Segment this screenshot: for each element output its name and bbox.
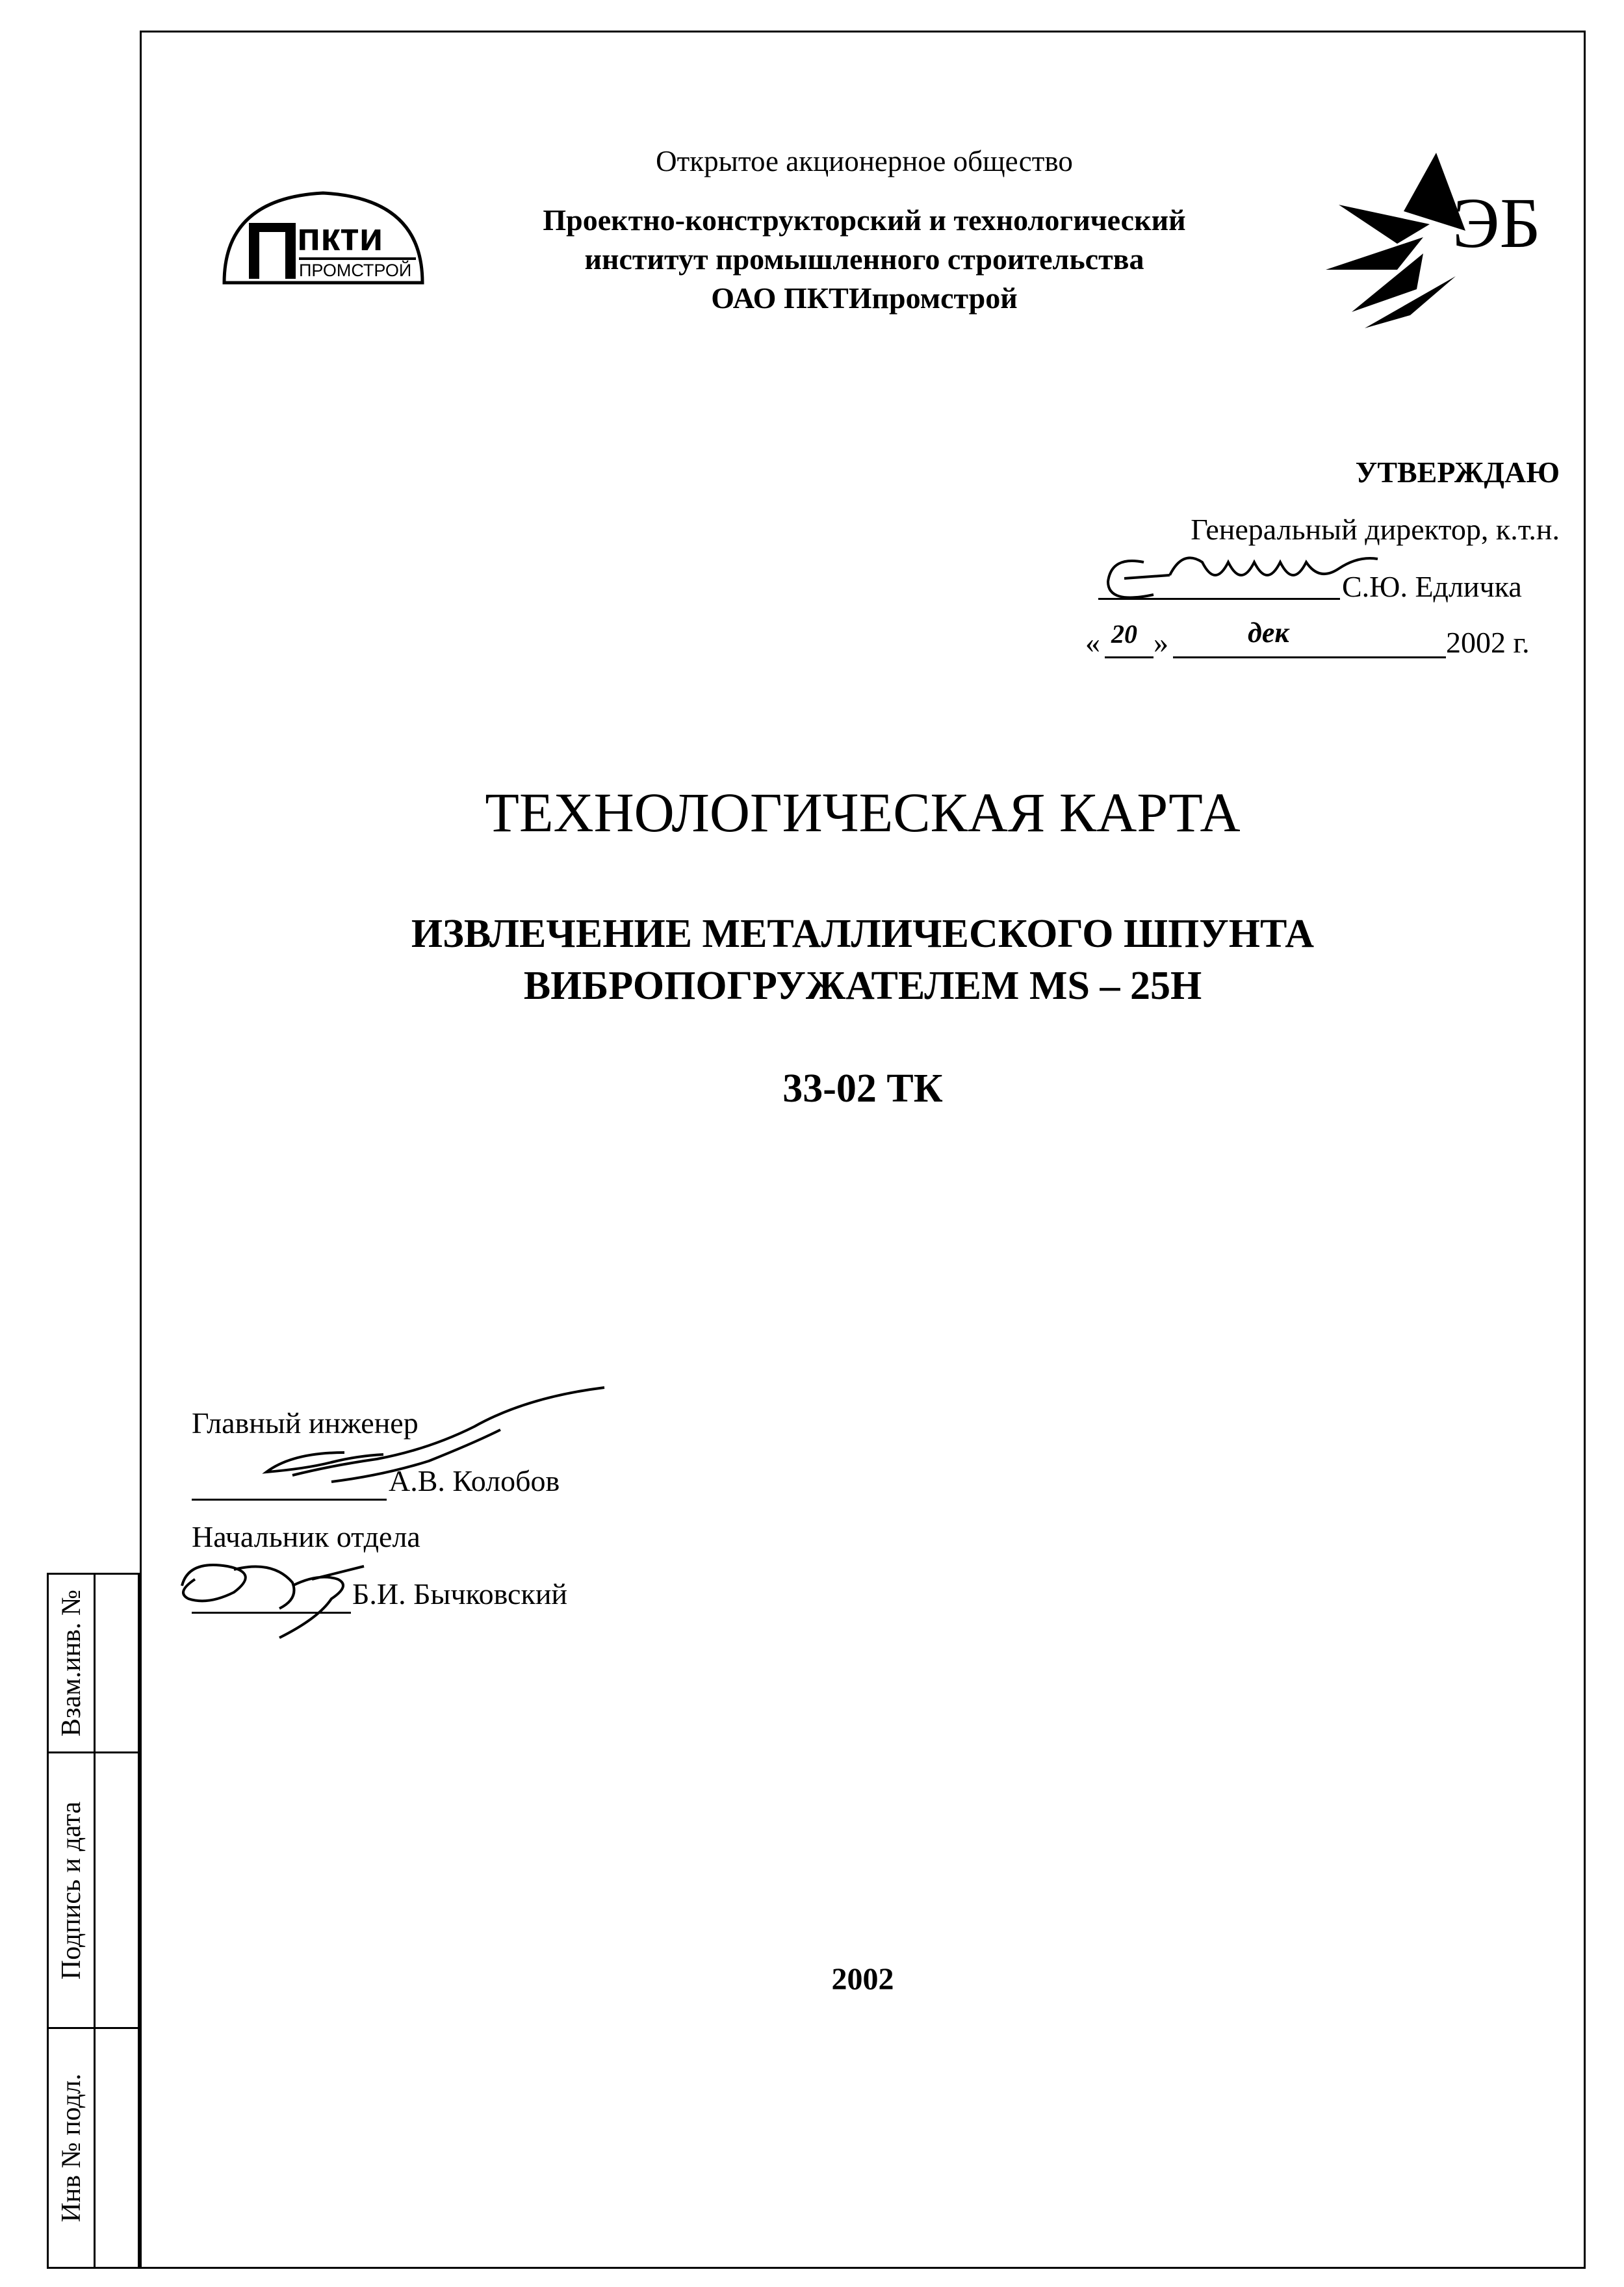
signatory-name-1: А.В. Колобов	[389, 1464, 560, 1497]
stamp-zam-inv-label: Взам.инв. №	[56, 1589, 86, 1737]
chief-engineer-signature-line	[192, 1499, 387, 1501]
pkti-promstroy-logo	[218, 185, 429, 289]
date-open-quote: «	[1085, 626, 1100, 659]
approval-position: Генеральный директор, к.т.н.	[1191, 513, 1560, 546]
stamp-inv-podl-label: Инв № подл.	[56, 2073, 86, 2223]
date-day: 20	[1111, 619, 1137, 649]
star-emblem-logo	[1326, 140, 1547, 328]
stamp-sign-date	[47, 1751, 140, 2029]
date-month-line	[1173, 656, 1446, 658]
approval-name: С.Ю. Едличка	[1342, 570, 1522, 603]
logo-promstroy-text: ПРОМСТРОЙ	[299, 261, 412, 280]
org-line2: институт промышленного строительства	[584, 242, 1144, 276]
signatory-name-2: Б.И. Бычковский	[352, 1577, 568, 1610]
date-day-line	[1105, 656, 1154, 658]
date-year: 2002 г.	[1446, 626, 1530, 659]
approval-title: УТВЕРЖДАЮ	[1355, 456, 1560, 489]
stamp-inv-podl	[47, 2027, 140, 2269]
department-head-signature-line	[192, 1612, 351, 1614]
org-short: ОАО ПКТИпромстрой	[711, 281, 1018, 315]
document-type: ТЕХНОЛОГИЧЕСКАЯ КАРТА	[485, 781, 1241, 844]
page-frame	[140, 31, 1586, 2269]
logo-pkti-text: пкти	[297, 215, 383, 259]
star-logo-letters: ЭБ	[1452, 183, 1541, 263]
document-title-line1: ИЗВЛЕЧЕНИЕ МЕТАЛЛИЧЕСКОГО ШПУНТА	[411, 912, 1315, 956]
signatory-position-1: Главный инженер	[192, 1406, 419, 1440]
document-code: 33-02 ТК	[782, 1066, 943, 1111]
document-year: 2002	[831, 1962, 894, 1996]
stamp-sign-date-label: Подпись и дата	[56, 1801, 86, 1980]
org-line1: Проектно-конструкторский и технологический	[543, 203, 1186, 237]
stamp-zam-inv	[47, 1573, 140, 1753]
date-month: дек	[1248, 617, 1289, 649]
date-close-quote: »	[1154, 626, 1168, 659]
org-type: Открытое акционерное общество	[656, 145, 1073, 177]
signatory-position-2: Начальник отдела	[192, 1520, 420, 1553]
department-head-signature	[169, 1547, 377, 1644]
document-title-line2: ВИБРОПОГРУЖАТЕЛЕМ MS – 25H	[523, 964, 1202, 1008]
